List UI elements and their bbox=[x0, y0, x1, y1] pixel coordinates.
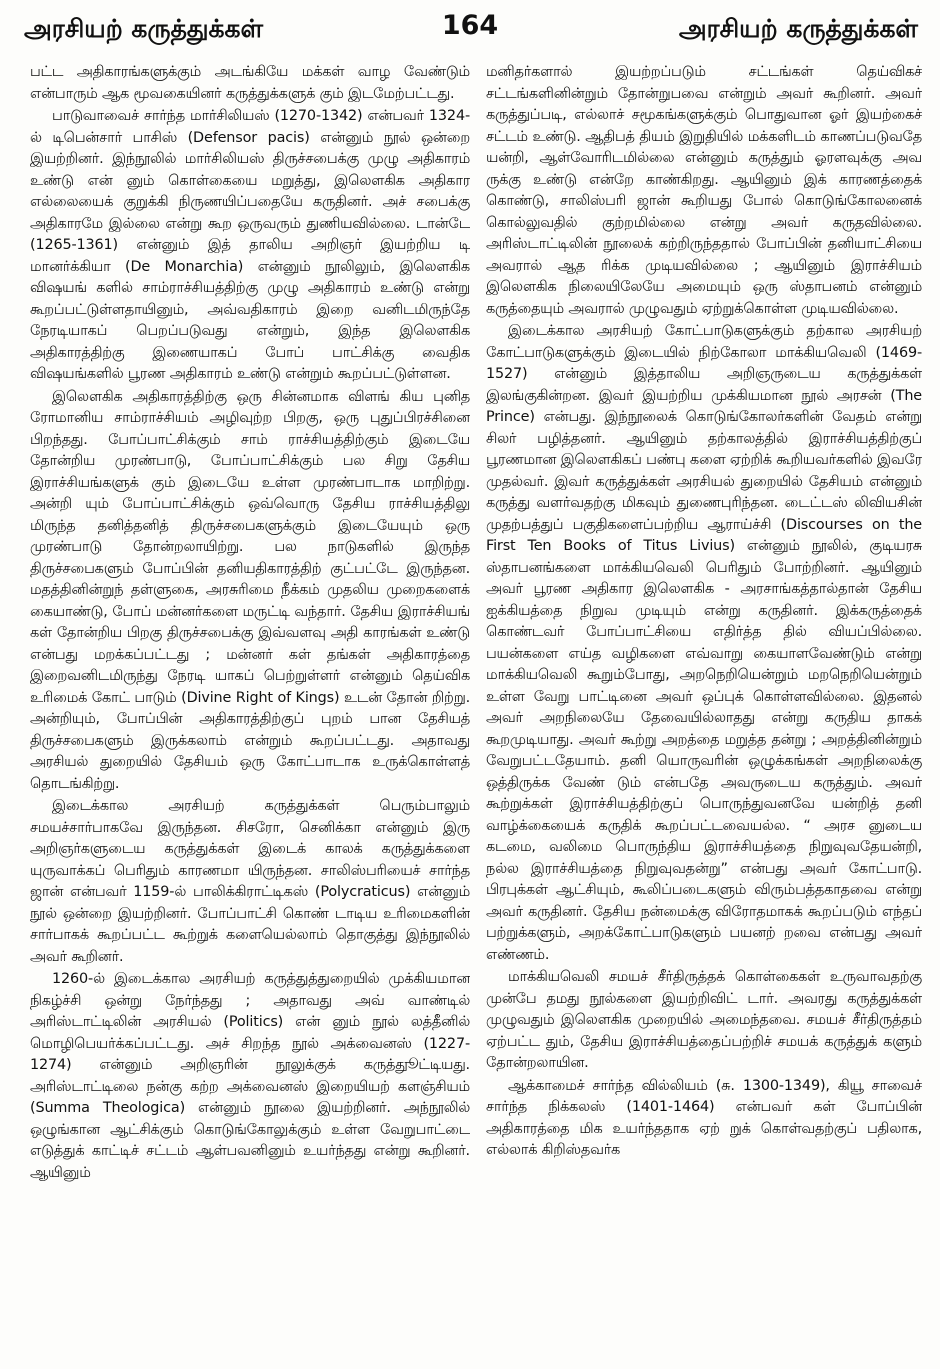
paragraph: மாக்கியவெலி சமயச் சீர்திருத்தக் கொள்கைகள் உருவாவதற்கு முன்பே தமது நூல்களை இயற்றிவிட் டார். அவரது கருத்துக்கள் முழுவதும் இலௌகிக முறையில் அமைந்தவை. சமயச் சீர்திருத்தம் ஏற்பட்ட தும், தேசிய இராச்சியத்தைப்பற்றிச் சமயக் கருத்துக் களும் தோன்றலாயின. bbox=[486, 969, 922, 1071]
paragraph: ஆக்காமைச் சார்ந்த வில்லியம் (சு. 1300-1349), கியூ சாவைச் சார்ந்த நிக்கலஸ் (1401-1464) என்பவர் கள் போப்பின் அதிகாரத்தை மிக உயர்ந்ததாக ஏற் றுக் கொள்வதற்குப் பதிலாக, எல்லாக் கிறிஸ்தவர்க bbox=[486, 1077, 922, 1158]
running-title-right: அரசியற் கருத்துக்கள் bbox=[678, 14, 918, 43]
paragraph: பட்ட அதிகாரங்களுக்கும் அடங்கியே மக்கள் வாழ வேண்டும் என்பாரும் ஆக மூவகையினர் கருத்துக்களுக் கும் இடமேற்பட்டது. bbox=[30, 64, 470, 102]
paragraph: 1260-ல் இடைக்கால அரசியற் கருத்துத்துறையில் முக்கியமான நிகழ்ச்சி ஒன்று நேர்ந்தது ; அதாவது அவ் வாண்டில் அரிஸ்டாட்டிலின் அரசியல் (Politics) என் னும் நூல் லத்தீனில் மொழிபெயர்க்கப்பட்டது. அச் சிறந்த நூல் அக்வைனஸ் (1227-1274) என்னும் அறிஞரின் நூலுக்குக் கருத்துூட்டியது. அரிஸ்டாட்டிலை நன்கு கற்ற அக்வைனஸ் இறையியற் களஞ்சியம் (Summa Theologica) என்னும் நூலை இயற்றினர். அந்நூலில் ஒழுங்கான ஆட்சிக்கும் கொடுங்கோலுக்கும் உள்ள வேறுபாட்டை எடுத்துக் காட்டிச் சட்டம் ஆள்பவனினும் உயர்ந்தது என்று கூறினர். ஆயினும் bbox=[30, 971, 470, 1181]
right-column bbox=[486, 62, 922, 1362]
paragraph: இடைக்கால அரசியற் கருத்துக்கள் பெரும்பாலும் சமயச்சார்பாகவே இருந்தன. சிசரோ, செனிக்கா என்னும் இரு அறிஞர்களுடைய கருத்துக்கள் இடைக் காலக் கருத்துக்களை யுருவாக்கப் பெரிதும் காரணமா யிருந்தன. சாலிஸ்பரியைச் சார்ந்த ஜான் என்பவர் 1159-ல் பாலிக்கிராட்டிகஸ் (Polycraticus) என்னும் நூல் ஒன்றை இயற்றினர். போப்பாட்சி கொண் டாடிய உரிமைகளின் சார்பாகக் கூறப்பட்ட கூற்றுக் களையெல்லாம் தொகுத்து இந்நூலில் அவர் கூறினர். bbox=[30, 798, 470, 965]
paragraph: மனிதர்களால் இயற்றப்படும் சட்டங்கள் தெய்விகச் சட்டங்களினின்றும் தோன்றுபவை என்றும் அவர் கூறினர். அவர் கருத்துப்படி, எல்லாச் சமூகங்களுக்கும் பொதுவான ஓர் இயற்கைச் சட்டம் உண்டு. ஆதிபத் தியம் இறுதியில் மக்களிடம் காணப்படுவதே யன்றி, ஆள்வோரிடமில்லை என்னும் கருத்தும் ஓரளவுக்கு அவ ருக்கு உண்டு என்றே காண்கிறது. ஆயினும் இக் காரணத்தைக் கொண்டு, சாலிஸ்பரி ஜான் கூறியது போல் கொடுங்கோலனைக் கொல்லுவதில் குற்றமில்லை என்று அவர் கருதவில்லை. அரிஸ்டாட்டிலின் நூலைக் கற்றிருந்ததால் போப்பின் தனியாட்சியை அவரால் ஆத ரிக்க முடியவில்லை ; ஆயினும் இராச்சியம் இலௌகிக நிலையிலேயே அமையும் ஒரு ஸ்தாபனம் என்னும் கருத்தையும் அவரால் முழுவதும் ஏற்றுக்கொள்ள முடியவில்லை. bbox=[486, 64, 922, 317]
running-title-left: அரசியற் கருத்துக்கள் bbox=[24, 14, 264, 43]
paragraph: இடைக்கால அரசியற் கோட்பாடுகளுக்கும் தற்கால அரசியற் கோட்பாடுகளுக்கும் இடையில் நிற்கோலா மாக்கியவெலி (1469-1527) என்னும் இத்தாலிய அறிஞருடைய கருத்துக்கள் இலங்குகின்றன. இவர் இயற்றிய முக்கியமான நூல் அரசன் (The Prince) என்பது. இந்நூலைக் கொடுங்கோலர்களின் வேதம் என்று சிலர் பழித்தனர். ஆயினும் தற்காலத்தில் இராச்சியத்திற்குப் பூரணமான இலௌகிகப் பண்பு களை ஏற்றிக் கூறியவர்களில் இவரே முதல்வர். இவர் கருத்துக்கள் அரசியல் துறையில் தேசியம் என்னும் கருத்து வளர்வதற்கு மிகவும் துணைபுரிந்தன. டைட்டஸ் லிவியசின் முதற்பத்துப் பகுதிகளைப்பற்றிய ஆராய்ச்சி (Discourses on the First Ten Books of Titus Livius) என்னும் நூலில், குடியரசு ஸ்தாபனங்களை மாக்கியவெலி பெரிதும் போற்றினர். ஆயினும் அவர் பூரண அதிகார இலௌகிக - அரசாங்கத்தால்தான் தேசிய ஐக்கியத்தை நிறுவ முடியும் என்று கருதினர். இக்கருத்தைக் கொண்டவர் போப்பாட்சியை எதிர்த்த தில் வியப்பில்லை. பயன்களை எய்த வழிகளை எவ்வாறு கையாளவேண்டும் என்று மாக்கியவெலி கூறும்போது, அறநெறியென்றும் மறநெறியென்றும் உள்ள வேறு பாட்டினை அவர் ஒப்புக் கொள்ளவில்லை. இதனல் அவர் அறநிலையே தேவையில்லாதது என்று கருதிய தாகக் கூறமுடியாது. அவர் கூற்று அறத்தை மறுத்த தன்று ; அறத்தினின்றும் வேறுபட்டதேயாம். தனி யொருவரின் ஒழுக்கங்கள் அறநிலைக்கு ஒத்திருக்க வேண் டும் என்பதே அவருடைய கருத்தும். அவர் கூற்றுக்கள் இராச்சியத்திற்குப் பொருந்துவனவே யன்றித் தனி வாழ்க்கையைக் கருதிக் கூறப்பட்டவையல்ல. “ அரச னுடைய கடமை, வலிமை பொருந்திய இராச்சியத்தை நிறுவுவதேயன்றி, நல்ல இராச்சியத்தை நிறுவுவதன்று” என்பது அவர் கோட்பாடு. பிரபுக்கள் ஆட்சியும், கூலிப்படைகளும் விரும்பத்தகாதவை என்று அவர் கருதினர். தேசிய நன்மைக்கு விரோதமாகக் கூறப்படும் எந்தப் பற்றுக்களும், அறக்கோட்பாடுகளும் பயனற் றவை என்பது அவர் எண்ணம். bbox=[486, 323, 922, 963]
page-header bbox=[0, 0, 940, 52]
paragraph: இலௌகிக அதிகாரத்திற்கு ஒரு சின்னமாக விளங் கிய புனித ரோமானிய சாம்ராச்சியம் அழிவுற்ற பிறகு, ஒரு புதுப்பிரச்சினை பிறந்தது. போப்பாட்சிக்கும் சாம் ராச்சியத்திற்கும் இடையே தோன்றிய முரண்பாடு, போப்பாட்சிக்கும் பல சிறு தேசிய இராச்சியங்களுக் கும் இடையே உள்ள முரண்பாடாக மாறிற்று. அன்றி யும் போப்பாட்சிக்கும் ஒவ்வொரு தேசிய ராச்சியத்திலு மிருந்த தனித்தனித் திருச்சபைகளுக்கும் இடையேயும் ஒரு முரண்பாடு தோன்றலாயிற்று. பல நாடுகளில் இருந்த திருச்சபைகளும் போப்பின் தனியதிகாரத்திற் குட்பட்டே இருந்தன. மதத்தினின்றுந் தள்ளுகை, அரசுரிமை நீக்கம் முதலிய முறைகளைக் கையாண்டு, போப் மன்னர்களை மருட்டி வந்தார். தேசிய இராச்சியங் கள் தோன்றிய பிறகு திருச்சபைக்கு இவ்வளவு அதி காரங்கள் உண்டு என்பது மறக்கப்பட்டது ; மன்னர் கள் தங்கள் அதிகாரத்தை இறைவனிடமிருந்து நேரடி யாகப் பெற்றுள்ளர் என்னும் தெய்விக உரிமைக் கோட் பாடும் (Divine Right of Kings) உடன் தோன் றிற்று. அன்றியும், போப்பின் அதிகாரத்திற்குப் புறம் பான தேசியத் திருச்சபைகளும் இருக்கலாம் என்றும் கூறப்பட்டது. அதாவது அரசியல் துறையில் தேசியம் ஒரு கோட்பாடாக உருக்கொள்ளத் தொடங்கிற்று. bbox=[30, 388, 470, 792]
left-column bbox=[30, 62, 470, 1362]
paragraph: பாடுவாவைச் சார்ந்த மார்சிலியஸ் (1270-1342) என்பவர் 1324-ல் டிபென்சார் பாசிஸ் (Defensor pacis) என்னும் நூல் ஒன்றை இயற்றினர். இந்நூலில் மார்சிலியஸ் திருச்சபைக்கு முழு அதிகாரம் உண்டு என் னும் கொள்கையை மறுத்து, இலௌகிக அதிகார எல்லையைக் குறுக்கி நிருணயிப்பதையே கருதினர். அச் சபைக்கு அதிகாரமே இல்லை என்று கூற ஒருவரும் துணியவில்லை. டான்டே (1265-1361) என்னும் இத் தாலிய அறிஞர் இயற்றிய டி மானர்க்கியா (De Monarchia) என்னும் நூலிலும், இலௌகிக விஷயங் களில் சாம்ராச்சியத்திற்கு முழு அதிகாரம் உண்டு என்று கூறப்பட்டுள்ளதாயினும், அவ்வதிகாரம் இறை வனிடமிருந்தே நேரடியாகப் பெறப்படுவது என்றும், இந்த இலௌகிக அதிகாரத்திற்கு இணையாகப் போப் பாட்சிக்கு வைதிக விஷயங்களில் பூரண அதிகாரம் உண்டு என்றும் கூறப்பட்டுள்ளன. bbox=[30, 108, 470, 382]
page-number: 164 bbox=[441, 10, 499, 41]
